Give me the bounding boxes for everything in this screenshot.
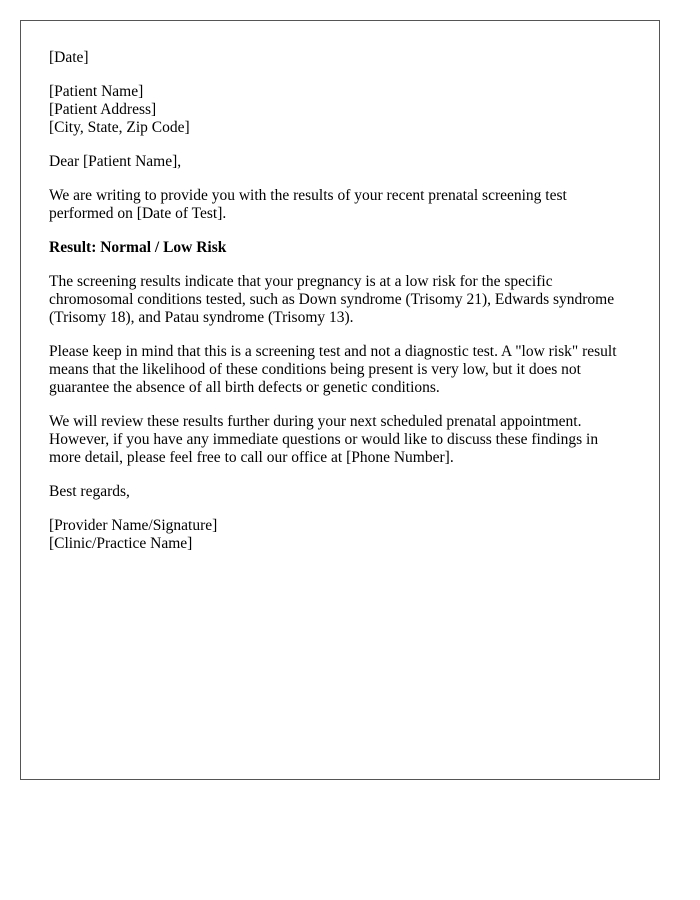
recipient-address — [49, 83, 631, 137]
results-paragraph: The screening results indicate that your pregnancy is at a low risk for the specific chromosomal conditions tested, such as Down syndrome (Trisomy 21), Edwards syndrome (Trisomy 18), and Patau syndrome (Trisomy 13). — [49, 273, 615, 326]
intro-paragraph: We are writing to provide you with the results of your recent prenatal screening test performed on [Date of Test]. — [49, 187, 567, 222]
disclaimer-paragraph: Please keep in mind that this is a screening test and not a diagnostic test. A "low risk" result means that the likelihood of these conditions being present is very low, but it does not guarantee the absence of all birth defects or genetic conditions. — [49, 343, 617, 396]
clinic-name: [Clinic/Practice Name] — [49, 535, 193, 552]
recipient-street: [Patient Address] — [49, 101, 157, 118]
letter-date: [Date] — [49, 49, 89, 66]
provider-signature: [Provider Name/Signature] — [49, 517, 218, 534]
followup-paragraph: We will review these results further during your next scheduled prenatal appointment. However, if you have any immediate questions or would like to discuss these findings in more detail, please feel free to call our office at [Phone Number]. — [49, 413, 599, 466]
signature-block — [49, 517, 631, 553]
salutation: Dear [Patient Name], — [49, 153, 182, 170]
recipient-city: [City, State, Zip Code] — [49, 119, 190, 136]
letter-page — [20, 20, 660, 780]
recipient-name: [Patient Name] — [49, 83, 144, 100]
closing: Best regards, — [49, 483, 130, 500]
result-heading: Result: Normal / Low Risk — [49, 239, 227, 256]
